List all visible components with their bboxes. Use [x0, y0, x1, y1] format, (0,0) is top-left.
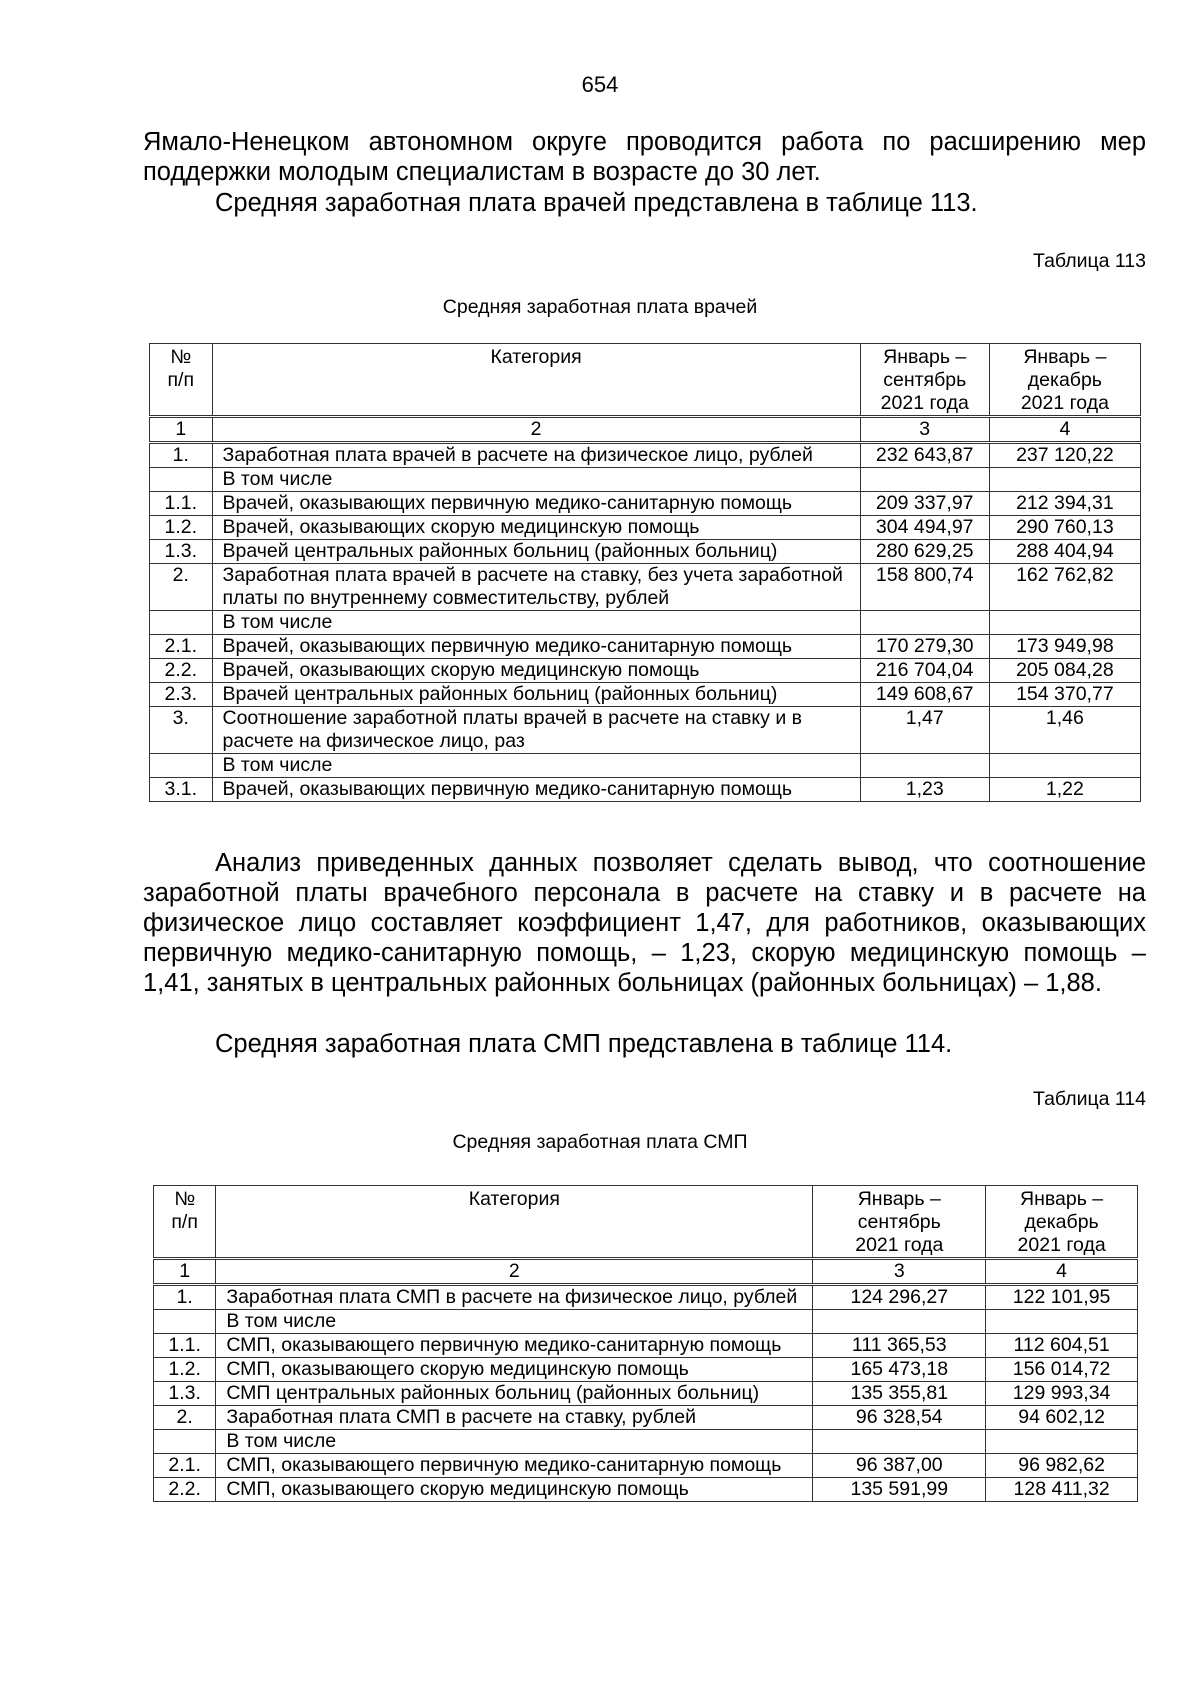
col-jan-sep-cell [813, 1310, 986, 1334]
table-row [150, 659, 1141, 683]
col-jan-dec-cell: 94 602,12 [986, 1406, 1138, 1430]
table-row [150, 611, 1141, 635]
col-number-cell: 1.2. [154, 1358, 216, 1382]
col-category-cell: Врачей, оказывающих первичную медико-санитарную помощь [212, 635, 860, 659]
table-row [154, 1454, 1138, 1478]
col-category-cell: В том числе [216, 1430, 813, 1454]
col-jan-sep-cell: 1,47 [860, 707, 989, 754]
table113-reference-paragraph: Средняя заработная плата врачей представлена в таблице 113. [215, 189, 978, 217]
col-number-cell: 1. [150, 443, 213, 468]
table-row [150, 540, 1141, 564]
column-number-cell: 1 [154, 1259, 216, 1285]
col-category-cell: Врачей, оказывающих скорую медицинскую помощь [212, 516, 860, 540]
table-row [150, 707, 1141, 754]
col-category-cell: СМП, оказывающего первичную медико-санитарную помощь [216, 1334, 813, 1358]
page-number: 654 [581, 72, 619, 97]
col-jan-dec-cell: 129 993,34 [986, 1382, 1138, 1406]
header-row [154, 1186, 1138, 1259]
column-number-cell: 4 [986, 1259, 1138, 1285]
col-number-cell: 2.1. [150, 635, 213, 659]
header-col-jan-sep: Январь – сентябрь 2021 года [860, 344, 989, 417]
col-category-cell: Заработная плата врачей в расчете на физическое лицо, рублей [212, 443, 860, 468]
col-jan-dec-cell: 128 411,32 [986, 1478, 1138, 1502]
col-number-cell: 2. [150, 564, 213, 611]
column-number-cell: 4 [989, 417, 1140, 443]
col-number-cell: 3. [150, 707, 213, 754]
col-jan-sep-cell: 216 704,04 [860, 659, 989, 683]
col-number-cell: 1.3. [154, 1382, 216, 1406]
col-jan-sep-cell: 149 608,67 [860, 683, 989, 707]
col-jan-sep-cell: 280 629,25 [860, 540, 989, 564]
col-jan-dec-cell: 237 120,22 [989, 443, 1140, 468]
col-jan-dec-cell: 122 101,95 [986, 1285, 1138, 1310]
col-jan-sep-cell: 232 643,87 [860, 443, 989, 468]
table-row [150, 564, 1141, 611]
col-number-cell [154, 1310, 216, 1334]
col-jan-sep-cell [860, 611, 989, 635]
table-row [154, 1406, 1138, 1430]
col-jan-sep-cell [813, 1430, 986, 1454]
column-number-cell: 2 [216, 1259, 813, 1285]
header-col-jan-dec: Январь – декабрь 2021 года [989, 344, 1140, 417]
col-jan-sep-cell: 170 279,30 [860, 635, 989, 659]
col-number-cell: 2. [154, 1406, 216, 1430]
col-category-cell: Врачей, оказывающих первичную медико-санитарную помощь [212, 778, 860, 802]
table-row [154, 1478, 1138, 1502]
col-number-cell [154, 1430, 216, 1454]
col-jan-dec-cell: 112 604,51 [986, 1334, 1138, 1358]
col-jan-dec-cell: 290 760,13 [989, 516, 1140, 540]
col-jan-dec-cell [989, 468, 1140, 492]
table-row [150, 778, 1141, 802]
table114-title: Средняя заработная плата СМП [452, 1131, 748, 1153]
col-category-cell: СМП, оказывающего скорую медицинскую помощь [216, 1478, 813, 1502]
col-category-cell: Врачей центральных районных больниц (районных больниц) [212, 540, 860, 564]
col-jan-dec-cell: 1,22 [989, 778, 1140, 802]
col-number-cell: 2.3. [150, 683, 213, 707]
table-row [150, 468, 1141, 492]
col-category-cell: СМП центральных районных больниц (районных больниц) [216, 1382, 813, 1406]
col-category-cell: Врачей центральных районных больниц (районных больниц) [212, 683, 860, 707]
table-row [150, 683, 1141, 707]
col-jan-sep-cell: 135 355,81 [813, 1382, 986, 1406]
table114-reference-paragraph: Средняя заработная плата СМП представлена в таблице 114. [215, 1030, 953, 1058]
header-col-jan-dec: Январь – декабрь 2021 года [986, 1186, 1138, 1259]
table-row [150, 754, 1141, 778]
table113-label: Таблица 113 [1033, 250, 1146, 272]
col-category-cell: СМП, оказывающего первичную медико-санитарную помощь [216, 1454, 813, 1478]
col-jan-dec-cell: 154 370,77 [989, 683, 1140, 707]
col-category-cell: Заработная плата врачей в расчете на ставку, без учета заработной платы по внутреннему совместительству, рублей [212, 564, 860, 611]
col-category-cell: Соотношение заработной платы врачей в расчете на ставку и в расчете на физическое лицо, раз [212, 707, 860, 754]
col-number-cell: 1.1. [154, 1334, 216, 1358]
col-jan-sep-cell: 304 494,97 [860, 516, 989, 540]
col-number-cell: 2.1. [154, 1454, 216, 1478]
col-number-cell [150, 754, 213, 778]
col-jan-sep-cell [860, 754, 989, 778]
col-number-cell: 1. [154, 1285, 216, 1310]
column-number-row [150, 417, 1141, 443]
col-jan-sep-cell: 165 473,18 [813, 1358, 986, 1382]
col-category-cell: В том числе [212, 754, 860, 778]
header-col-jan-sep: Январь – сентябрь 2021 года [813, 1186, 986, 1259]
col-jan-sep-cell [860, 468, 989, 492]
col-jan-dec-cell: 1,46 [989, 707, 1140, 754]
table-row [154, 1430, 1138, 1454]
col-jan-dec-cell [986, 1310, 1138, 1334]
col-jan-dec-cell [989, 754, 1140, 778]
col-jan-sep-cell: 209 337,97 [860, 492, 989, 516]
col-jan-dec-cell: 205 084,28 [989, 659, 1140, 683]
col-number-cell [150, 468, 213, 492]
col-number-cell: 1.2. [150, 516, 213, 540]
col-jan-dec-cell: 173 949,98 [989, 635, 1140, 659]
col-jan-sep-cell: 124 296,27 [813, 1285, 986, 1310]
col-number-cell: 2.2. [154, 1478, 216, 1502]
col-jan-dec-cell: 288 404,94 [989, 540, 1140, 564]
header-col-number: № п/п [154, 1186, 216, 1259]
table-row [150, 492, 1141, 516]
col-jan-sep-cell: 96 387,00 [813, 1454, 986, 1478]
col-number-cell [150, 611, 213, 635]
col-number-cell: 3.1. [150, 778, 213, 802]
col-jan-sep-cell: 158 800,74 [860, 564, 989, 611]
table-113 [149, 343, 1141, 802]
table114-label: Таблица 114 [1033, 1088, 1146, 1110]
column-number-cell: 3 [813, 1259, 986, 1285]
table-row [150, 635, 1141, 659]
col-number-cell: 1.1. [150, 492, 213, 516]
column-number-cell: 3 [860, 417, 989, 443]
table113-title: Средняя заработная плата врачей [442, 296, 758, 318]
col-category-cell: СМП, оказывающего скорую медицинскую помощь [216, 1358, 813, 1382]
col-number-cell: 1.3. [150, 540, 213, 564]
col-jan-dec-cell [986, 1430, 1138, 1454]
table-row [150, 516, 1141, 540]
table-row [154, 1382, 1138, 1406]
column-number-cell: 2 [212, 417, 860, 443]
col-jan-sep-cell: 111 365,53 [813, 1334, 986, 1358]
col-category-cell: В том числе [216, 1310, 813, 1334]
col-jan-sep-cell: 96 328,54 [813, 1406, 986, 1430]
table-114 [153, 1185, 1138, 1502]
col-jan-dec-cell: 156 014,72 [986, 1358, 1138, 1382]
col-jan-dec-cell: 96 982,62 [986, 1454, 1138, 1478]
intro-paragraph: Ямало-Ненецком автономном округе проводится работа по расширению мер поддержки молодым специалистам в возрасте до 30 лет. [143, 128, 1146, 186]
col-category-cell: В том числе [212, 468, 860, 492]
header-col-number: № п/п [150, 344, 213, 417]
header-col-category: Категория [212, 344, 860, 417]
column-number-cell: 1 [150, 417, 213, 443]
col-category-cell: В том числе [212, 611, 860, 635]
col-category-cell: Заработная плата СМП в расчете на физическое лицо, рублей [216, 1285, 813, 1310]
col-jan-dec-cell: 212 394,31 [989, 492, 1140, 516]
col-jan-sep-cell: 135 591,99 [813, 1478, 986, 1502]
col-category-cell: Врачей, оказывающих первичную медико-санитарную помощь [212, 492, 860, 516]
col-jan-sep-cell: 1,23 [860, 778, 989, 802]
col-category-cell: Врачей, оказывающих скорую медицинскую помощь [212, 659, 860, 683]
col-number-cell: 2.2. [150, 659, 213, 683]
analysis-paragraph: Анализ приведенных данных позволяет сделать вывод, что соотношение заработной платы врачебного персонала в расчете на ставку и в расчете на физическое лицо составляет коэффициент 1,47, для работников, оказывающих первичную медико-санитарную помощь, – 1,23, скорую медицинскую помощь – 1,41, занятых в центральных районных больницах (районных больницах) – 1,88. [143, 849, 1146, 997]
header-row [150, 344, 1141, 417]
col-jan-dec-cell [989, 611, 1140, 635]
col-category-cell: Заработная плата СМП в расчете на ставку, рублей [216, 1406, 813, 1430]
table-row [154, 1310, 1138, 1334]
header-col-category: Категория [216, 1186, 813, 1259]
column-number-row [154, 1259, 1138, 1285]
col-jan-dec-cell: 162 762,82 [989, 564, 1140, 611]
table-row [154, 1334, 1138, 1358]
table-row [154, 1358, 1138, 1382]
table-row [154, 1285, 1138, 1310]
table-row [150, 443, 1141, 468]
